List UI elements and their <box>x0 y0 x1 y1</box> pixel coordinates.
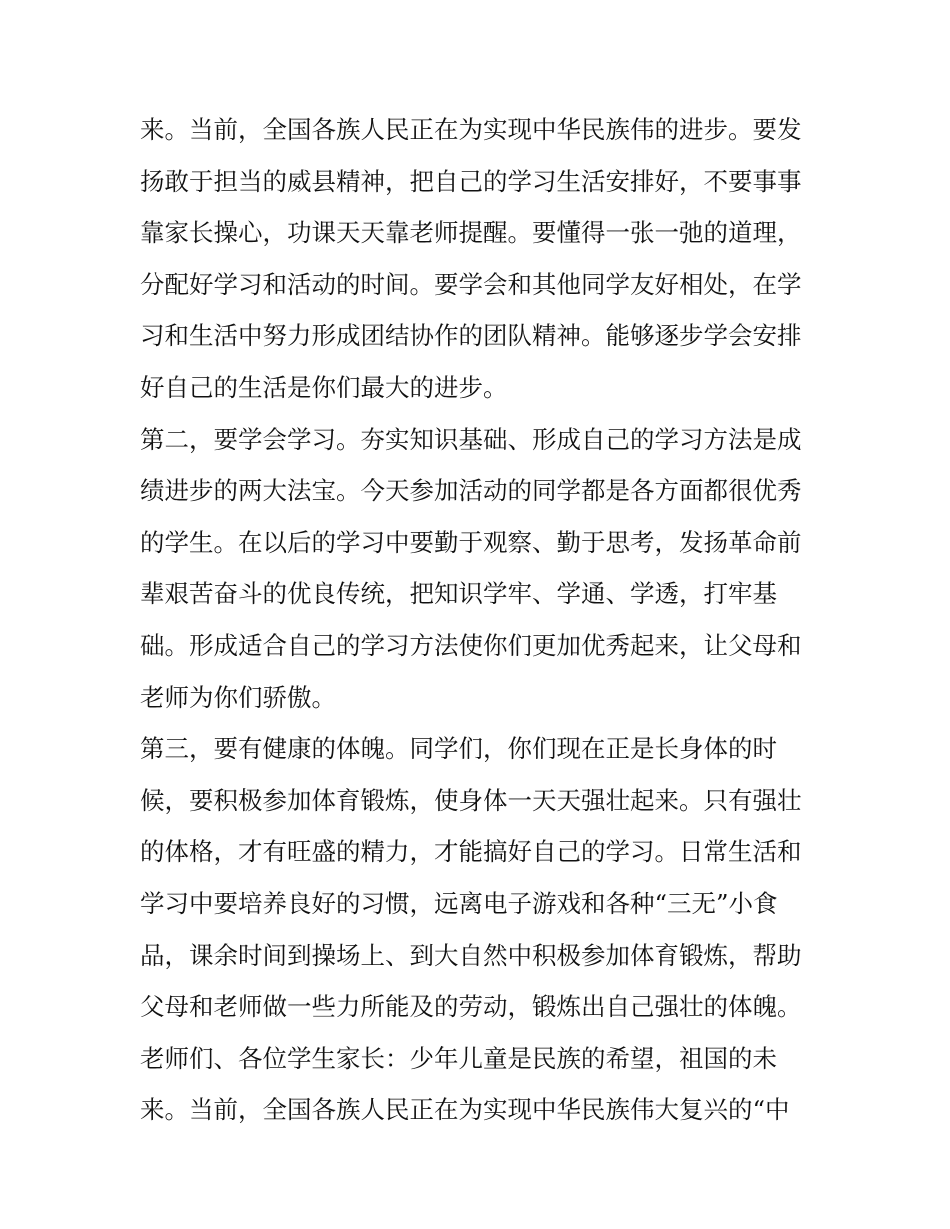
text-line: 父母和老师做一些力所能及的劳动，锻炼出自己强壮的体魄。 <box>140 992 802 1022</box>
body-text <box>140 104 820 1136</box>
text-line: 习和生活中努力形成团结协作的团队精神。能够逐步学会安排 <box>140 321 802 351</box>
text-line: 第三，要有健康的体魄。同学们，你们现在正是长身体的时 <box>140 734 777 764</box>
text-line: 的体格，才有旺盛的精力，才能搞好自己的学习。日常生活和 <box>140 837 802 867</box>
text-line: 来。当前，全国各族人民正在为实现中华民族伟的进步。要发 <box>140 115 802 144</box>
text-line: 的学生。在以后的学习中要勤于观察、勤于思考，发扬革命前 <box>140 527 802 557</box>
text-line: 候，要积极参加体育锻炼，使身体一天天强壮起来。只有强壮 <box>140 785 802 815</box>
text-line: 学习中要培养良好的习惯，远离电子游戏和各种“三无”小食 <box>140 888 778 918</box>
text-line: 第二，要学会学习。夯实知识基础、形成自己的学习方法是成 <box>140 424 802 454</box>
text-line: 础。形成适合自己的学习方法使你们更加优秀起来，让父母和 <box>140 630 802 660</box>
text-line: 来。当前，全国各族人民正在为实现中华民族伟大复兴的“中 <box>140 1095 790 1125</box>
text-line: 分配好学习和活动的时间。要学会和其他同学友好相处，在学 <box>140 269 802 299</box>
text-line: 老师为你们骄傲。 <box>140 682 336 712</box>
text-line: 绩进步的两大法宝。今天参加活动的同学都是各方面都很优秀 <box>140 476 802 506</box>
text-line: 靠家长操心，功课天天靠老师提醒。要懂得一张一弛的道理， <box>140 218 802 248</box>
text-line: 好自己的生活是你们最大的进步。 <box>140 372 508 402</box>
text-line: 老师们、各位学生家长：少年儿童是民族的希望，祖国的未 <box>140 1043 777 1073</box>
text-line: 扬敢于担当的威县精神，把自己的学习生活安排好，不要事事 <box>140 166 802 196</box>
text-line: 辈艰苦奋斗的优良传统，把知识学牢、学通、学透，打牢基 <box>140 579 777 609</box>
text-line: 品，课余时间到操场上、到大自然中积极参加体育锻炼，帮助 <box>140 940 802 970</box>
